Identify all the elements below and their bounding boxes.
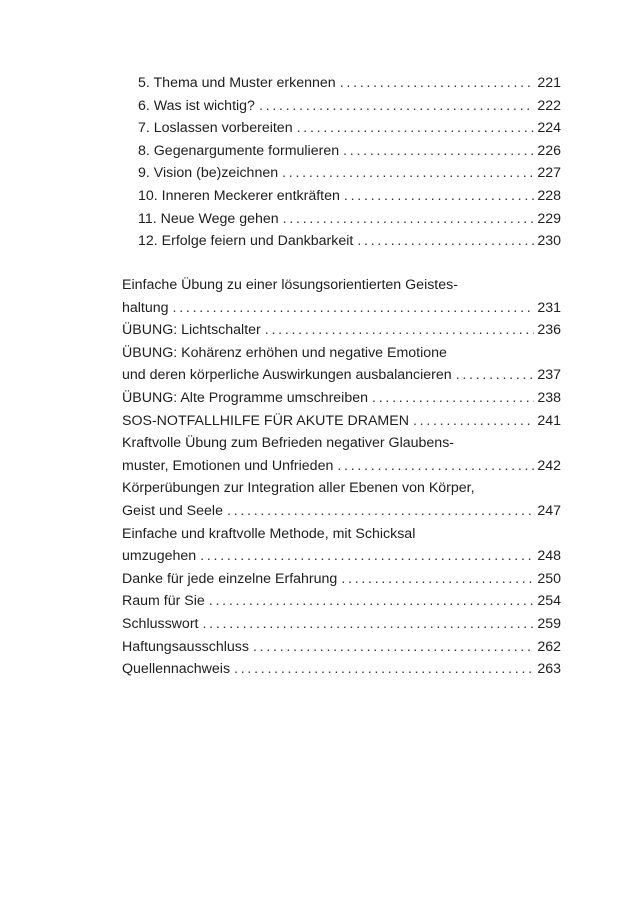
toc-main-list xyxy=(122,274,561,681)
toc-page-number: 248 xyxy=(537,548,561,565)
toc-leader xyxy=(357,230,534,253)
toc-entry xyxy=(138,162,561,185)
toc-page-number: 250 xyxy=(537,570,561,587)
toc-entry-title: SOS-NOTFALLHILFE FÜR AKUTE DRAMEN xyxy=(122,412,409,429)
toc-page-number: 241 xyxy=(537,412,561,429)
toc-entry xyxy=(122,274,561,319)
toc-entry-title: 8. Gegenargumente formulieren xyxy=(138,142,340,159)
toc-page-number: 229 xyxy=(537,210,561,227)
toc-leader xyxy=(344,185,534,208)
toc-entry-title: Raum für Sie xyxy=(122,593,205,610)
toc-leader xyxy=(259,95,534,118)
toc-entry-title: 5. Thema und Muster erkennen xyxy=(138,75,336,91)
toc-page-number: 237 xyxy=(537,367,561,384)
toc-page-number: 238 xyxy=(537,389,561,406)
toc-entry xyxy=(122,342,561,387)
toc-entry-title: haltung xyxy=(122,299,169,316)
toc-page-number: 228 xyxy=(537,187,561,204)
toc-entry xyxy=(122,387,561,410)
toc-page-number: 224 xyxy=(537,120,561,137)
toc-page-number: 222 xyxy=(537,97,561,114)
toc-entry-title: Haftungsausschluss xyxy=(122,638,249,655)
toc-page-number: 231 xyxy=(537,299,561,316)
toc-entry-first-line: Kraftvolle Übung zum Befrieden negativer Glaubens- xyxy=(122,435,455,452)
toc-entry xyxy=(122,590,561,613)
toc-page-number: 242 xyxy=(537,457,561,474)
toc-page-number: 226 xyxy=(537,142,561,159)
toc-page-number: 247 xyxy=(537,502,561,519)
toc-entry xyxy=(138,72,561,95)
toc-page-number: 227 xyxy=(537,165,561,182)
toc-entry xyxy=(122,613,561,636)
toc-entry-title: muster, Emotionen und Unfrieden xyxy=(122,457,334,474)
toc-leader xyxy=(340,72,535,95)
toc-entry xyxy=(138,117,561,140)
toc-entry-title: Quellennachweis xyxy=(122,661,231,678)
toc-leader xyxy=(297,117,535,140)
toc-leader xyxy=(372,387,534,410)
toc-entry xyxy=(138,208,561,231)
toc-entry-title: umzugehen xyxy=(122,548,197,565)
toc-entry xyxy=(122,568,561,591)
toc-entry xyxy=(122,410,561,433)
toc-entry xyxy=(138,185,561,208)
toc-leader xyxy=(282,162,534,185)
toc-page-number: 221 xyxy=(537,75,561,91)
toc-page-number: 263 xyxy=(537,661,561,678)
toc-entry xyxy=(138,230,561,253)
toc-entry-title: und deren körperliche Auswirkungen ausbalancieren xyxy=(122,367,452,384)
toc-leader xyxy=(337,455,534,478)
toc-page-number: 236 xyxy=(537,322,561,339)
toc-entry xyxy=(122,523,561,568)
toc-entry xyxy=(122,636,561,659)
toc-leader xyxy=(283,208,535,231)
toc-page-number: 230 xyxy=(537,233,561,250)
toc-entry-title: Geist und Seele xyxy=(122,502,223,519)
toc-leader xyxy=(341,568,534,591)
toc-leader xyxy=(413,410,534,433)
toc-entry xyxy=(122,658,561,681)
toc-leader xyxy=(173,297,535,320)
toc-entry xyxy=(122,477,561,522)
toc-entry-title: 9. Vision (be)zeichnen xyxy=(138,165,279,182)
toc-entry-title: 11. Neue Wege gehen xyxy=(138,210,279,227)
toc-entry xyxy=(122,319,561,342)
toc-sub-list xyxy=(138,72,561,253)
toc-leader xyxy=(202,613,534,636)
toc-entry-title: Schlusswort xyxy=(122,615,199,632)
toc-entry-title: 6. Was ist wichtig? xyxy=(138,97,255,114)
toc-page-number: 259 xyxy=(537,615,561,632)
toc-entry-title: ÜBUNG: Alte Programme umschreiben xyxy=(122,389,369,406)
toc-entry-title: 10. Inneren Meckerer entkräften xyxy=(138,187,340,204)
toc-entry xyxy=(138,140,561,163)
toc-page-number: 254 xyxy=(537,593,561,610)
toc-entry-title: 7. Loslassen vorbereiten xyxy=(138,120,293,137)
toc-leader xyxy=(456,364,535,387)
toc-entry xyxy=(122,432,561,477)
toc-entry xyxy=(138,95,561,118)
toc-leader xyxy=(253,636,534,659)
toc-page-number: 262 xyxy=(537,638,561,655)
toc-leader xyxy=(200,545,534,568)
toc-entry-first-line: ÜBUNG: Kohärenz erhöhen und negative Emotione xyxy=(122,344,447,361)
toc-entry-first-line: Einfache Übung zu einer lösungsorientierten Geistes- xyxy=(122,277,458,293)
toc-entry-first-line: Körperübungen zur Integration aller Ebenen von Körper, xyxy=(122,480,475,497)
toc-entry-title: Danke für jede einzelne Erfahrung xyxy=(122,570,338,587)
toc-leader xyxy=(234,658,534,681)
toc-entry-first-line: Einfache und kraftvolle Methode, mit Schicksal xyxy=(122,525,416,542)
toc-entry-title: ÜBUNG: Lichtschalter xyxy=(122,322,261,339)
toc-leader xyxy=(209,590,535,613)
toc-leader xyxy=(227,500,534,523)
toc-leader xyxy=(343,140,534,163)
toc-leader xyxy=(265,319,535,342)
toc-entry-title: 12. Erfolge feiern und Dankbarkeit xyxy=(138,233,354,250)
